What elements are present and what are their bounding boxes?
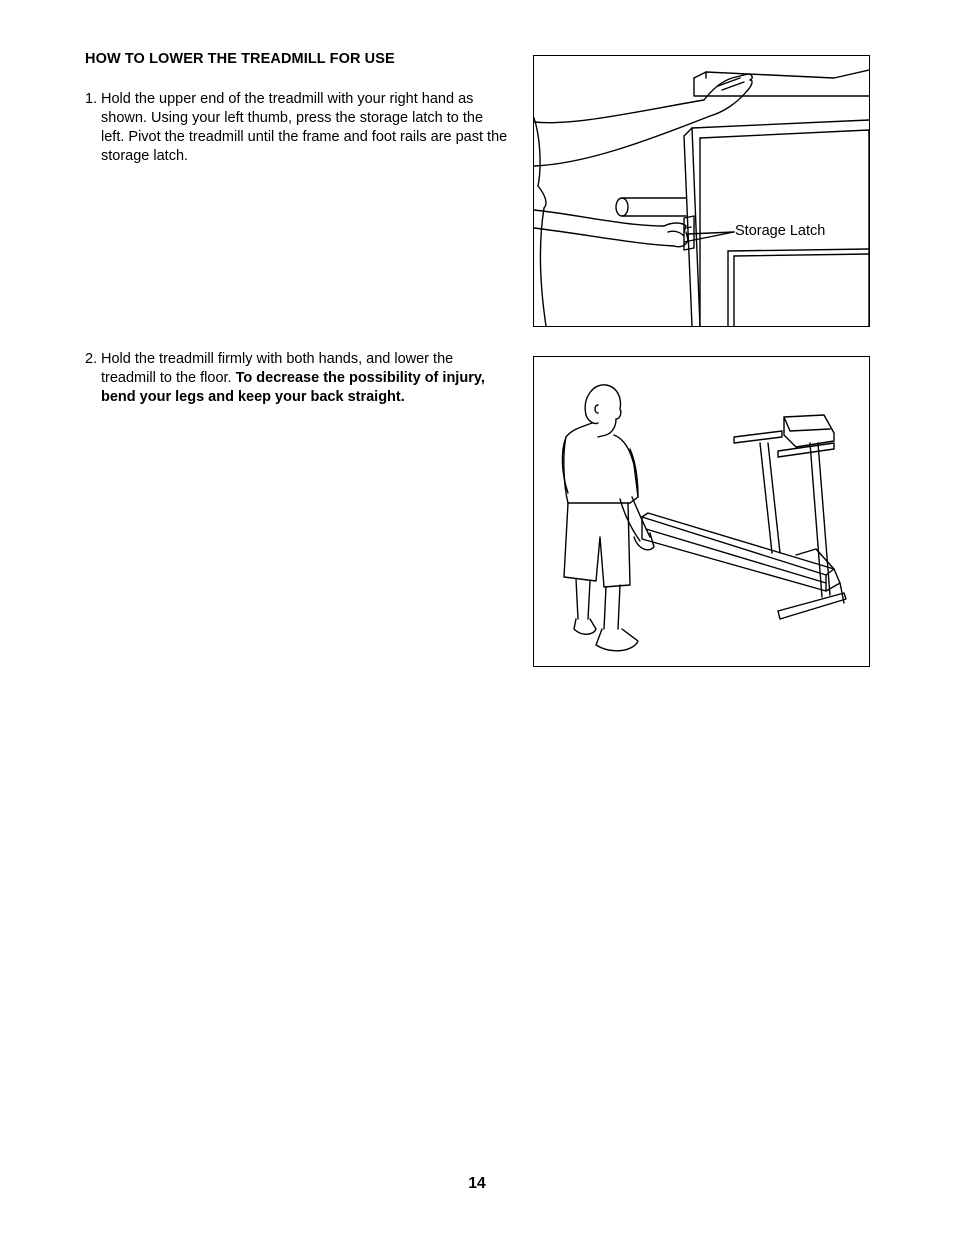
step-2-warning: To decrease the possibility of injury, bend your legs and keep your back straight. [101,370,485,405]
step-1-text: Hold the upper end of the treadmill with your right hand as shown. Using your left thumb, press the storage latch to the left. Pivot the treadmill until the frame and foot rails are past the storage latch. [101,91,508,164]
step-2 [85,350,510,407]
step-1 [85,90,510,166]
page-number: 14 [468,1175,486,1192]
storage-latch-illustration [534,56,869,326]
figure-storage-latch [533,55,870,327]
storage-latch-callout: Storage Latch [735,223,826,239]
section-heading: HOW TO LOWER THE TREADMILL FOR USE [85,51,395,67]
figure-lowering-treadmill [533,356,870,667]
lowering-treadmill-illustration [534,357,869,666]
step-1-number: 1. [85,91,98,107]
step-2-number: 2. [85,351,98,367]
step-2-body [85,350,510,407]
step-2-text: Hold the treadmill firmly with both hands, and lower the treadmill to the floor. [101,351,454,386]
